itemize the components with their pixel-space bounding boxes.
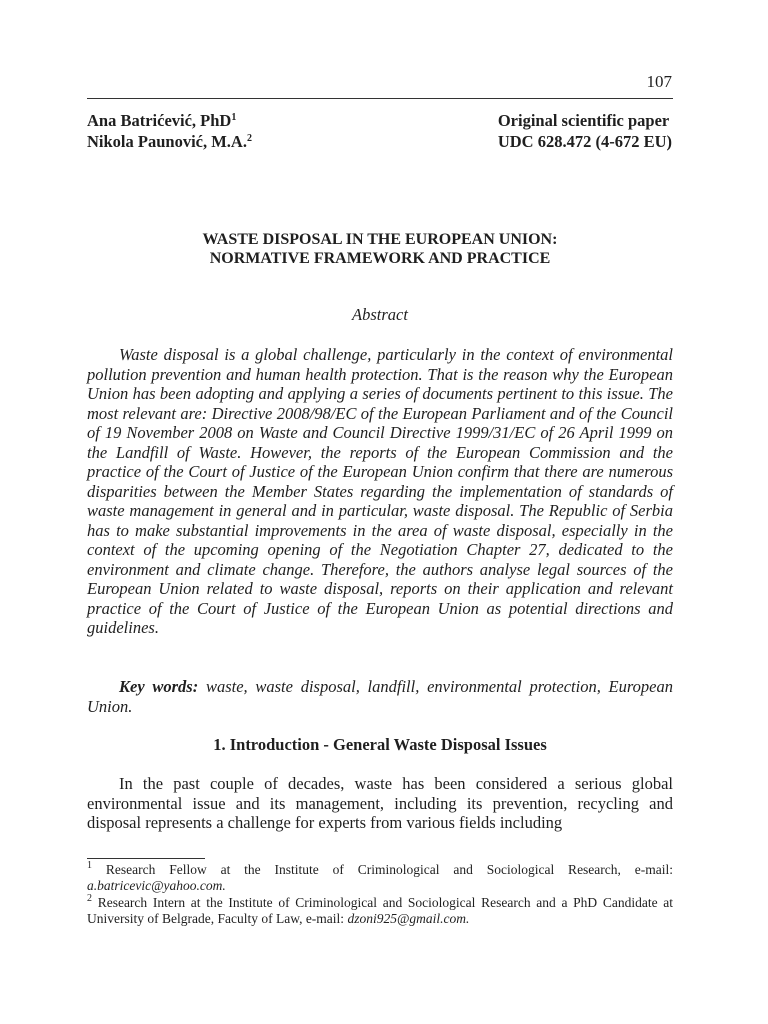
keywords-list: waste, waste disposal, landfill, environmental protection, European Union. [87,677,674,716]
keywords-label: Key words: [119,677,199,696]
footnotes [87,862,673,928]
paper-type: Original scientific paper [497,111,670,130]
keywords [87,677,673,716]
title-line-1: WASTE DISPOSAL IN THE EUROPEAN UNION: [202,231,558,248]
email-link[interactable]: a.batricevic@yahoo.com. [87,878,226,893]
footnote-rule [87,858,205,859]
author-list [87,110,252,152]
email-link[interactable]: dzoni925@gmail.com. [347,911,470,926]
udc-code: UDC 628.472 (4-672 EU) [497,132,672,151]
footnote-ref-1[interactable]: 1 [231,112,237,123]
intro-paragraph: In the past couple of decades, waste has been considered a serious global environmental issue and its management, including its prevention, recycling and disposal represents a challenge for experts from various fields including [87,774,673,832]
author-2: Nikola Paunović, M.A.$^2$ [87,132,252,151]
title-line-2: NORMATIVE FRAMEWORK AND PRACTICE [209,250,551,267]
header-rule [87,98,673,99]
abstract-text: Waste disposal is a global challenge, particularly in the context of environmental pollution prevention and human health protection. That is the reason why the European Union has been adopting and applying a series of documents pertinent to this issue. The most relevant are: Directive 2008/98/EC of the European Parliament and of the Council of 19 November 2008 on Waste and Council Directive 1999/31/EC of 26 April 1999 on the Landfill of Waste. However, the reports of the European Commission and the practice of the Court of Justice of the European Union confirm that there are numerous disparities between the Member States regarding the implementation of standards of waste management in general and in particular, waste disposal. The Republic of Serbia has to make substantial improvements in the area of waste disposal, especially in the context of the upcoming opening of the Negotiation Chapter 27, dedicated to the environment and climate change. Therefore, the authors analyse legal sources of the European Union related to waste disposal, reports on their application and relevant practice of the Court of Justice of the European Union as potential directions and guidelines. [87,345,673,637]
abstract-heading: Abstract [352,305,408,324]
section-heading: 1. Introduction - General Waste Disposal Issues [213,735,547,754]
paper-title [87,230,673,268]
footnote-2: $^2$ Research Intern at the Institute of Criminological and Sociological Research and a PhD Candidate at University of Belgrade, Faculty of Law, e-mail: dzoni925@gmail.com. [87,893,674,926]
author-1: Ana Batrićević, PhD$^1$ [87,111,237,130]
page-number: 107 [646,72,672,91]
paper-meta [498,110,672,152]
footnote-1: $^1$ Research Fellow at the Institute of Criminological and Sociological Research, e-mail: a.batricevic@yahoo.com. [87,860,674,893]
footnote-ref-2[interactable]: 2 [246,133,252,144]
